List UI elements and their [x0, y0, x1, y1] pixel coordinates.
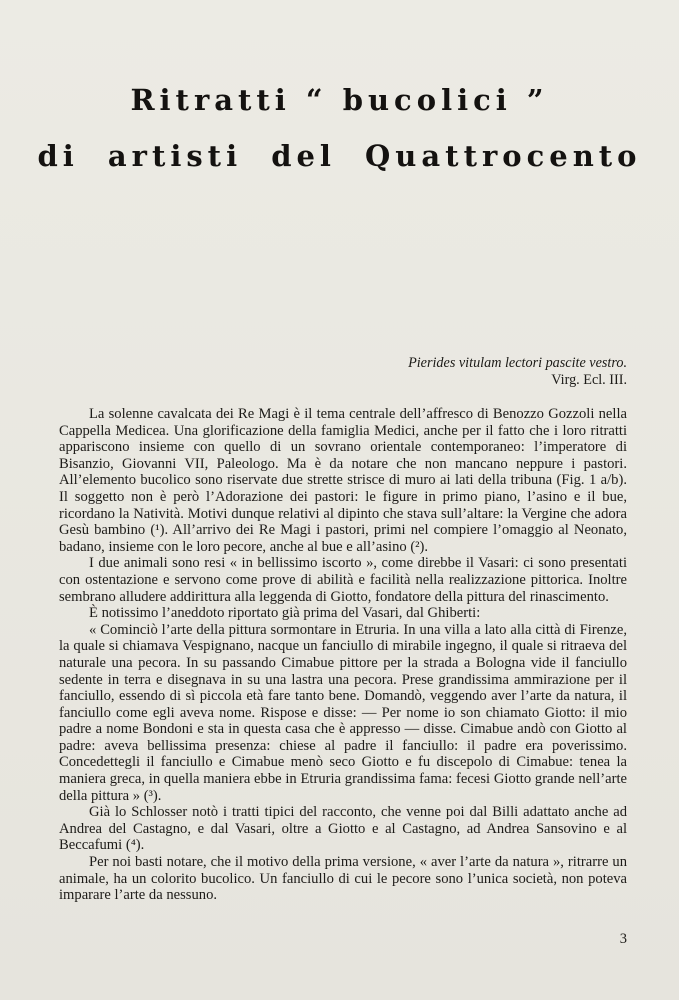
epigraph — [408, 355, 627, 389]
title-line-2: di artisti del Quattrocento — [37, 139, 642, 174]
paragraph-quotation: « Cominciò l’arte della pittura sormontare in Etruria. In una villa a lato alla città di Firenze, la quale si chiamava Vespignano, nacque un fanciullo di mirabile ingegno, il quale si ritraeva del naturale una pecora. In su passando Cimabue pittore per la strada a Bologna vide il fanciullo sedente in terra e disegnava in su una lastra una pecora. Prese grandissima ammirazione per il fanciullo, essendo di sì piccola età fare tanto bene. Domandò, veggendo aver l’arte da natura, il fanciullo come egli aveva nome. Rispose e disse: — Per nome io son chiamato Giotto: il mio padre a nome Bondoni e sta in questa casa che è appresso — disse. Cimabue andò con Giotto al padre: aveva bellissima presenza: chiese al padre il fanciullo: il padre era poverissimo. Concedettegli il fanciullo e Cimabue menò seco Giotto e fu discepolo di Cimabue: tenea la maniera greca, in quella maniera ebbe in Etruria grandissima fama: fecesi Giotto grande nell’arte della pittura » (³). — [59, 621, 627, 804]
paragraph: Per noi basti notare, che il motivo della prima versione, « aver l’arte da natura », ritrarre un animale, ha un colorito bucolico. Un fanciullo di cui le pecore sono l’unica società, non poteva imparare l’arte da nessuno. — [59, 854, 627, 904]
paragraph: Già lo Schlosser notò i tratti tipici del racconto, che venne poi dal Billi adattato anche ad Andrea del Castagno, e dal Vasari, oltre a Giotto e al Castagno, ad Andrea Sansovino e al Beccafumi (⁴). — [59, 804, 627, 854]
paragraph: È notissimo l’aneddoto riportato già prima del Vasari, dal Ghiberti: — [89, 605, 481, 622]
paragraph: I due animali sono resi « in bellissimo iscorto », come direbbe il Vasari: ci sono presentati con ostentazione e servono come prove di abilità e facilità nella realizzazione pittorica. Inoltre sembrano alludere addirittura alla leggenda di Giotto, fondatore della pittura del rinascimento. — [59, 555, 627, 605]
title-line-1: Ritratti “ bucolici ” — [130, 83, 549, 118]
paragraph: La solenne cavalcata dei Re Magi è il tema centrale dell’affresco di Benozzo Gozzoli nella Cappella Medicea. Una glorificazione della famiglia Medici, anche per il fatto che i loro ritratti appariscono insieme con quello di un sovrano orientale contemporaneo: l’imperatore di Bisanzio, Giovanni VII, Paleologo. Ma è da notare che non mancano neppure i pastori. All’elemento bucolico sono riservate due strette strisce di muro ai lati della tribuna (Fig. 1 a/b). Il soggetto non è però l’Adorazione dei pastori: le figure in primo piano, l’asino e il bue, ricordano la Natività. Motivi dunque relativi al dipinto che stava sull’altare: la Vergine che adora Gesù bambino (¹). All’arrivo dei Re Magi i pastori, primi nel compiere l’omaggio al Neonato, badano, insieme con le loro pecore, anche al bue e all’asino (²). — [59, 406, 627, 555]
epigraph-source: Virg. Ecl. III. — [551, 372, 627, 388]
page-number: 3 — [619, 931, 627, 947]
article-body — [59, 406, 627, 904]
epigraph-quote: Pierides vitulam lectori pascite vestro. — [408, 355, 627, 371]
